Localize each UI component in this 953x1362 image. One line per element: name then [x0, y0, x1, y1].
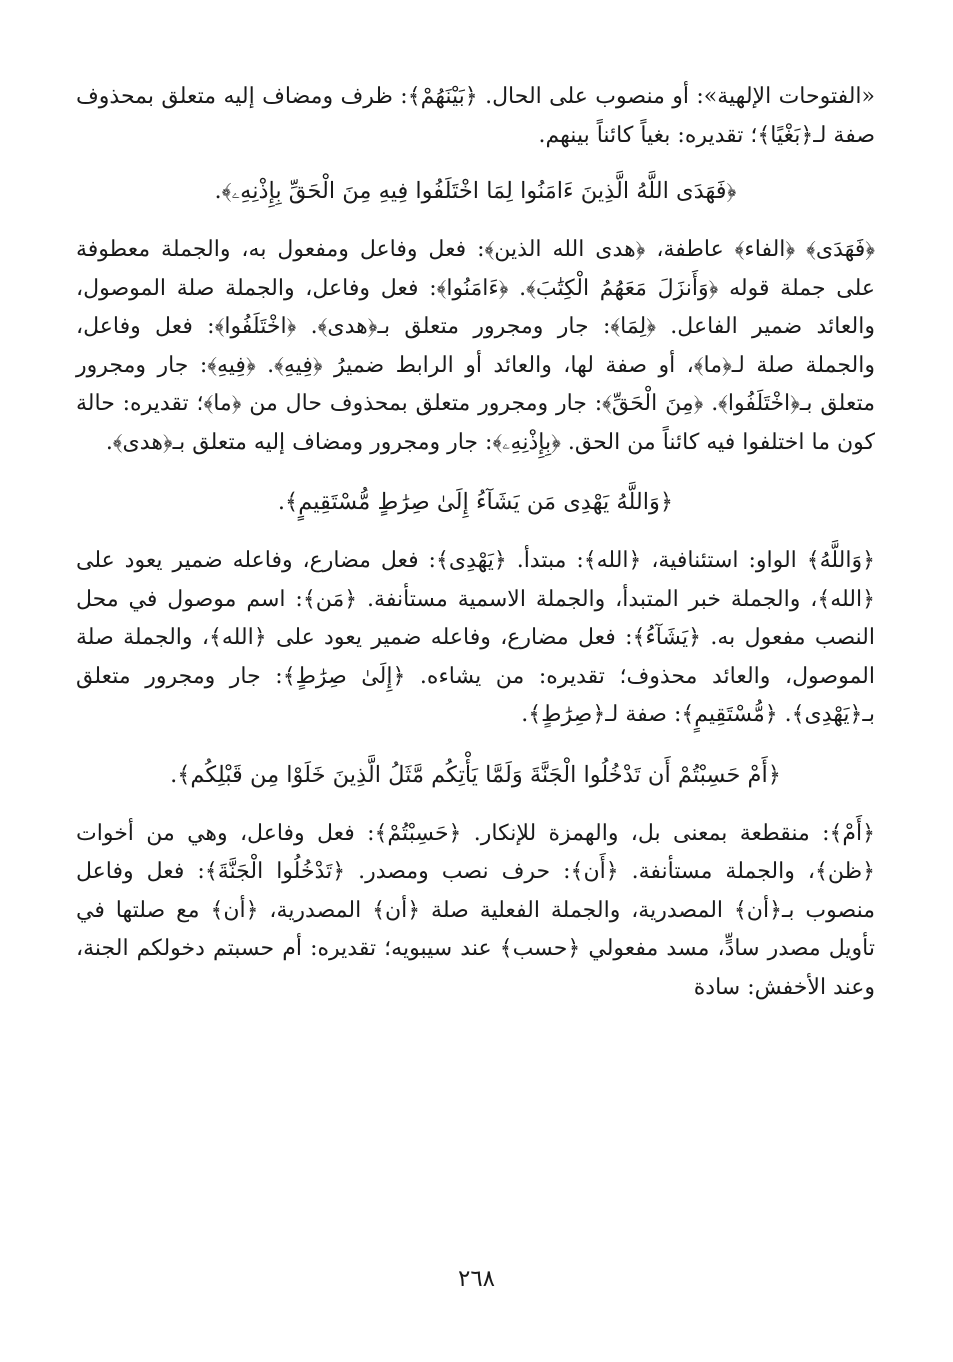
quran-verse-2: ﴿وَاللَّهُ يَهْدِى مَن يَشَآءُ إِلَىٰ صِرَٰطٍ مُّسْتَقِيمٍ﴾. [277, 489, 674, 515]
quran-verse-3: ﴿أَمْ حَسِبْتُمْ أَن تَدْخُلُوا الْجَنَّةَ وَلَمَّا يَأْتِكُم مَّثَلُ الَّذِينَ خَلَوْا مِن قَبْلِكُم﴾. [170, 761, 781, 788]
paragraph-2: ﴿فَهَدَى﴾ ﴿الفاء﴾ عاطفة، ﴿هدى الله الذين﴾: فعل وفاعل ومفعول به، والجملة معطوفة على جملة قوله ﴿وَأَنزَلَ مَعَهُمُ الْكِتَٰبَ﴾. ﴿ءَامَنُوا﴾: فعل وفاعل، والجملة صلة الموصول، والعائد ضمير الفاعل. ﴿لِمَا﴾: جار ومجرور متعلق بـ﴿هدى﴾. ﴿اخْتَلَفُوا﴾: فعل وفاعل، والجملة صلة لـ﴿ما﴾، أو صفة لها، والعائد أو الرابط ضميرُ ﴿فِيهِ﴾. ﴿فِيهِ﴾: جار ومجرور متعلق بـ﴿اخْتَلَفُوا﴾. ﴿مِنَ الْحَقِّ﴾: جار ومجرور متعلق بمحذوف حال من ﴿ما﴾؛ تقديره: حالة كون ما اختلفوا فيه كائناً من الحق. ﴿بِإِذْنِهِۦ﴾: جار ومجرور ومضاف إليه متعلق بـ﴿هدى﴾. [76, 237, 875, 455]
quran-verse-1: ﴿فَهَدَى اللَّهُ الَّذِينَ ءَامَنُوا لِمَا اخْتَلَفُوا فِيهِ مِنَ الْحَقِّ بِإِذْنِهِۦ﴾. [214, 178, 737, 204]
page-number: ٢٦٨ [457, 1266, 496, 1292]
paragraph-4: ﴿أَمْ﴾: منقطعة بمعنى بل، والهمزة للإنكار. ﴿حَسِبْتُمْ﴾: فعل وفاعل، وهي من أخوات ﴿ظن﴾، والجملة مستأنفة. ﴿أَن﴾: حرف نصب ومصدر. ﴿تَدْخُلُوا الْجَنَّةَ﴾: فعل وفاعل منصوب بـ﴿أن﴾ المصدرية، والجملة الفعلية صلة ﴿أن﴾ المصدرية، ﴿أن﴾ مع صلتها في تأويل مصدر سادٍّ، مسد مفعولي ﴿حسب﴾ عند سيبويه؛ تقديره: أم حسبتم دخولكم الجنة، وعند الأخفش: سادة [76, 820, 875, 1000]
page-body [76, 78, 875, 1007]
paragraph-1: «الفتوحات الإلهية»: أو منصوب على الحال. ﴿بَيْنَهُمْ﴾: ظرف ومضاف إليه متعلق بمحذوف صفة لـ﴿بَغْيًا﴾؛ تقديره: بغياً كائناً بينهم. [76, 84, 875, 148]
paragraph-3: ﴿وَاللَّهُ﴾ الواو: استئنافية، ﴿الله﴾: مبتدأ. ﴿يَهْدِى﴾: فعل مضارع، وفاعله ضمير يعود على ﴿الله﴾، والجملة خبر المتبدأ، والجملة الاسمية مستأنفة. ﴿مَن﴾: اسم موصول في محل النصب مفعول به. ﴿يَشَآءُ﴾: فعل مضارع، وفاعله ضمير يعود على ﴿الله﴾، والجملة صلة الموصول، والعائد محذوف؛ تقديره: من يشاءه. ﴿إِلَىٰ صِرَٰطٍ﴾: جار ومجرور متعلق بـ﴿يَهْدِى﴾. ﴿مُّسْتَقِيمٍ﴾: صفة لـ﴿صِرَٰطٍ﴾. [76, 548, 875, 727]
